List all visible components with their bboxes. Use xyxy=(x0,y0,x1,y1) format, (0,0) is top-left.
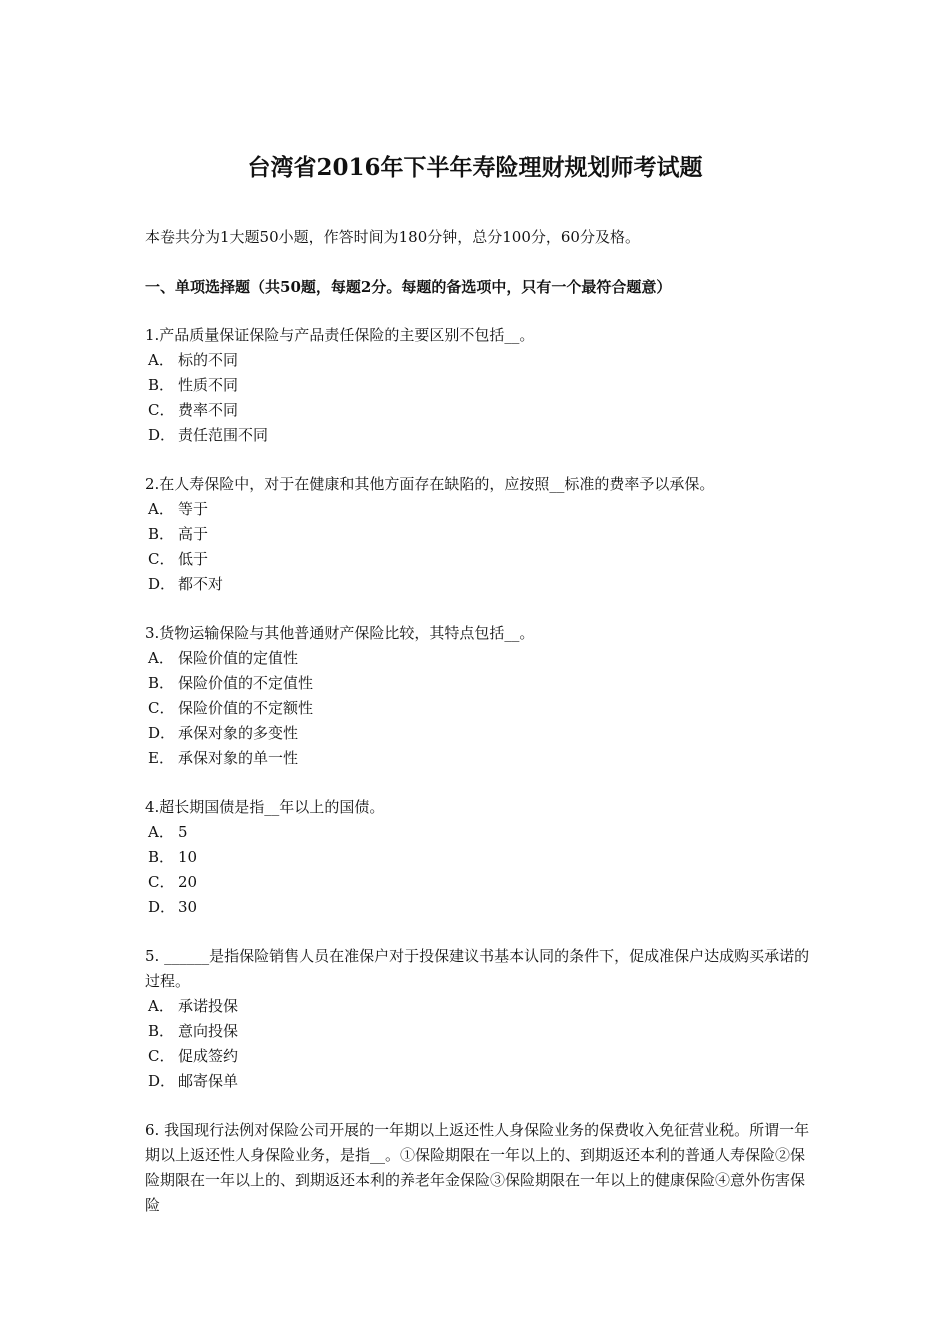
option-text: 5 xyxy=(178,823,188,841)
option-a xyxy=(145,497,817,522)
page-title: 台湾省2016年下半年寿险理财规划师考试题 xyxy=(247,154,703,181)
option-c xyxy=(145,547,817,572)
option-letter: C． xyxy=(148,550,175,568)
option-text: 保险价值的定值性 xyxy=(178,649,299,667)
option-letter: C． xyxy=(148,401,175,419)
option-text: 10 xyxy=(178,848,198,866)
option-text: 标的不同 xyxy=(178,351,239,369)
option-c xyxy=(145,398,817,423)
option-d xyxy=(145,572,817,597)
option-letter: B． xyxy=(148,1022,175,1040)
option-letter: A． xyxy=(148,997,174,1015)
option-e xyxy=(145,746,817,771)
question-5 xyxy=(145,944,817,1094)
option-text: 费率不同 xyxy=(178,401,239,419)
option-b xyxy=(145,845,817,870)
option-text: 等于 xyxy=(178,500,209,518)
option-letter: C． xyxy=(148,873,175,891)
option-text: 意向投保 xyxy=(178,1022,239,1040)
option-a xyxy=(145,994,817,1019)
option-text: 承保对象的多变性 xyxy=(178,724,299,742)
question-stem: 3.货物运输保险与其他普通财产保险比较，其特点包括__。 xyxy=(145,624,535,642)
option-letter: A． xyxy=(148,351,174,369)
option-text: 30 xyxy=(178,898,198,916)
option-a xyxy=(145,820,817,845)
option-b xyxy=(145,522,817,547)
option-text: 高于 xyxy=(178,525,209,543)
question-3 xyxy=(145,621,817,771)
option-text: 性质不同 xyxy=(178,376,239,394)
option-c xyxy=(145,870,817,895)
option-text: 保险价值的不定额性 xyxy=(178,699,314,717)
option-letter: C． xyxy=(148,1047,175,1065)
option-text: 承保对象的单一性 xyxy=(178,749,299,767)
option-text: 都不对 xyxy=(178,575,224,593)
option-c xyxy=(145,1044,817,1069)
question-1 xyxy=(145,323,817,448)
option-text: 邮寄保单 xyxy=(178,1072,239,1090)
option-text: 承诺投保 xyxy=(178,997,239,1015)
option-d xyxy=(145,721,817,746)
option-b xyxy=(145,671,817,696)
section-heading: 一、单项选择题（共50题，每题2分。每题的备选项中，只有一个最符合题意） xyxy=(145,278,672,296)
question-6 xyxy=(145,1118,817,1218)
question-stem: 6. 我国现行法例对保险公司开展的一年期以上返还性人身保险业务的保费收入免征营业税。所谓一年期以上返还性人身保险业务，是指__。①保险期限在一年以上的、到期返还本利的普通人寿保险②保险期限在一年以上的、到期返还本利的养老年金保险③保险期限在一年以上的健康保险④意外伤害保险 xyxy=(145,1121,810,1214)
option-letter: A． xyxy=(148,500,174,518)
option-letter: B． xyxy=(148,525,175,543)
question-list xyxy=(145,323,817,1242)
option-d xyxy=(145,423,817,448)
option-letter: D． xyxy=(148,1072,176,1090)
option-text: 20 xyxy=(178,873,198,891)
option-b xyxy=(145,1019,817,1044)
option-text: 责任范围不同 xyxy=(178,426,269,444)
option-letter: A． xyxy=(148,823,174,841)
option-text: 保险价值的不定值性 xyxy=(178,674,314,692)
option-letter: B． xyxy=(148,848,175,866)
option-letter: B． xyxy=(148,376,175,394)
option-d xyxy=(145,895,817,920)
option-letter: D． xyxy=(148,898,176,916)
question-stem: 1.产品质量保证保险与产品责任保险的主要区别不包括__。 xyxy=(145,326,535,344)
exam-intro: 本卷共分为1大题50小题，作答时间为180分钟，总分100分，60分及格。 xyxy=(145,228,640,246)
option-text: 低于 xyxy=(178,550,209,568)
question-stem: 4.超长期国债是指__年以上的国债。 xyxy=(145,798,385,816)
option-a xyxy=(145,348,817,373)
option-letter: D． xyxy=(148,724,176,742)
option-letter: B． xyxy=(148,674,175,692)
option-letter: D． xyxy=(148,426,176,444)
question-stem: 5. ______是指保险销售人员在准保户对于投保建议书基本认同的条件下，促成准保户达成购买承诺的过程。 xyxy=(145,947,810,990)
option-d xyxy=(145,1069,817,1094)
question-stem: 2.在人寿保险中，对于在健康和其他方面存在缺陷的，应按照__标准的费率予以承保。 xyxy=(145,475,715,493)
option-a xyxy=(145,646,817,671)
option-letter: C． xyxy=(148,699,175,717)
option-text: 促成签约 xyxy=(178,1047,239,1065)
option-letter: E． xyxy=(148,749,174,767)
option-letter: D． xyxy=(148,575,176,593)
option-b xyxy=(145,373,817,398)
question-2 xyxy=(145,472,817,597)
question-4 xyxy=(145,795,817,920)
option-c xyxy=(145,696,817,721)
option-letter: A． xyxy=(148,649,174,667)
